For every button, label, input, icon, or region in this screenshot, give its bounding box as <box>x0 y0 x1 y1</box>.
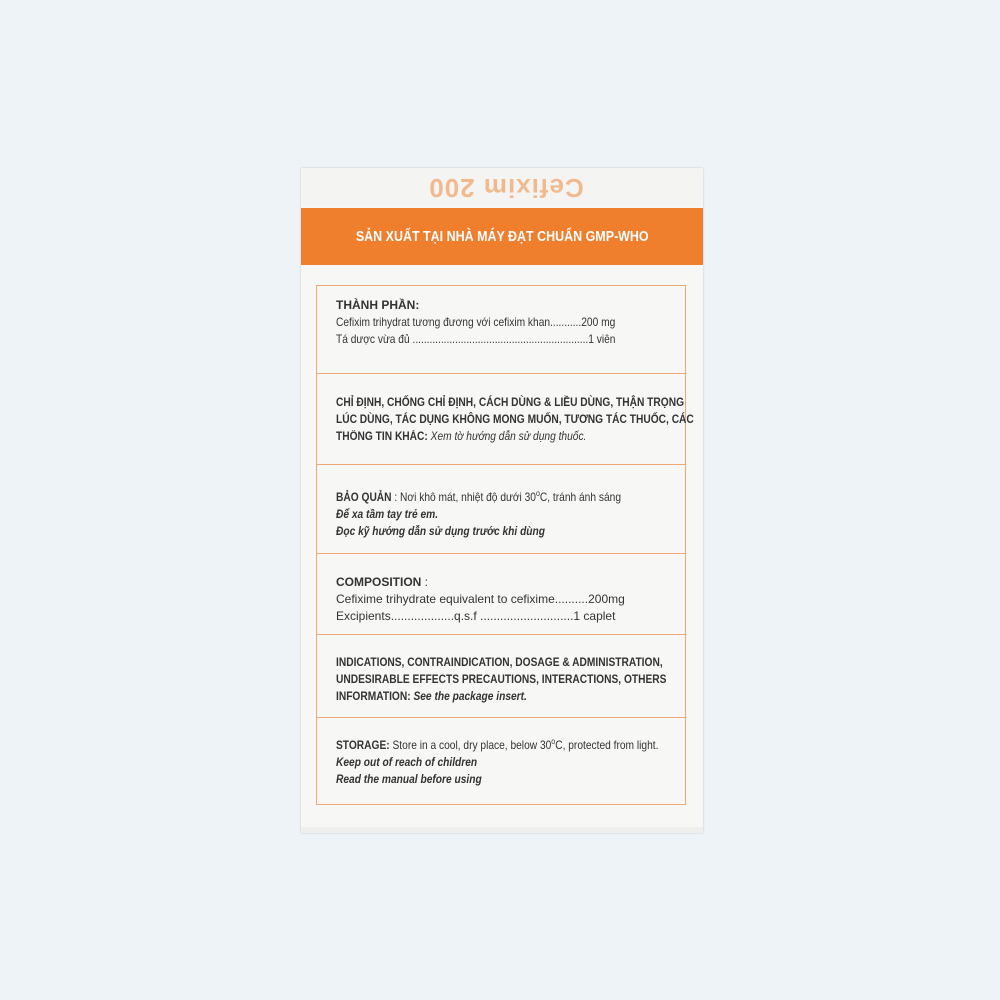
en-composition-line: Excipients...................q.s.f ............................1 caplet <box>336 609 616 623</box>
vn-other-info-label: THÔNG TIN KHÁC: <box>336 430 428 443</box>
degree-mark: o <box>551 737 556 746</box>
en-storage-section <box>336 733 676 788</box>
vn-indications-section <box>336 394 694 445</box>
divider <box>317 373 685 374</box>
box-top-flap <box>301 168 703 206</box>
divider <box>317 553 685 554</box>
en-composition-colon: : <box>421 575 429 589</box>
divider <box>317 717 685 718</box>
info-frame <box>316 285 694 805</box>
en-storage-warning: Keep out of reach of children <box>336 755 478 769</box>
en-indications-line: INDICATIONS, CONTRAINDICATION, DOSAGE & ADMINISTRATION, <box>336 656 663 669</box>
vn-composition-line: Cefixim trihydrat tương đương với cefixim khan...........200 mg <box>336 316 616 329</box>
en-storage-warning: Read the manual before using <box>336 772 482 786</box>
vn-other-info-text: Xem tờ hướng dẫn sử dụng thuốc. <box>427 430 587 443</box>
degree-mark: o <box>535 489 540 498</box>
en-storage-label: STORAGE: <box>336 738 390 752</box>
en-info-label: INFORMATION: <box>336 690 411 703</box>
vn-indications-line <box>336 428 635 445</box>
en-indications-line: UNDESIRABLE EFFECTS PRECAUTIONS, INTERACTIONS, OTHERS <box>336 673 667 686</box>
vn-storage-line <box>336 485 635 506</box>
en-composition-section <box>336 573 676 625</box>
en-composition-title: COMPOSITION <box>336 575 422 589</box>
vn-storage-text: C, tránh ánh sáng <box>539 490 621 504</box>
gmp-banner <box>301 208 703 265</box>
vn-storage-section <box>336 485 676 540</box>
vn-storage-text: : Nơi khô mát, nhiệt độ dưới 30 <box>391 490 536 504</box>
en-composition-line: Cefixime trihydrate equivalent to cefixime..........200mg <box>336 592 625 606</box>
vn-storage-warning: Đọc kỹ hướng dẫn sử dụng trước khi dùng <box>336 524 545 538</box>
vn-storage-label: BẢO QUẢN <box>336 490 392 504</box>
en-composition-heading <box>336 573 676 591</box>
en-storage-text: Store in a cool, dry place, below 30 <box>389 738 552 752</box>
flipped-product-name: Cefixim 200 <box>428 173 584 203</box>
medicine-box-back <box>301 168 703 833</box>
gmp-banner-text: SẢN XUẤT TẠI NHÀ MÁY ĐẠT CHUẨN GMP-WHO <box>355 228 649 245</box>
vn-indications-line: LÚC DÙNG, TÁC DỤNG KHÔNG MONG MUỐN, TƯƠNG TÁC THUỐC, CÁC <box>336 413 694 426</box>
en-storage-text: C, protected from light. <box>555 738 659 752</box>
en-indications-section <box>336 654 676 705</box>
en-storage-line <box>336 733 659 754</box>
en-info-text: See the package insert. <box>410 690 527 703</box>
vn-composition-section <box>336 296 676 348</box>
vn-composition-heading: THÀNH PHẦN: <box>336 298 420 312</box>
en-indications-line <box>336 688 635 705</box>
vn-storage-warning: Để xa tầm tay trẻ em. <box>336 507 439 521</box>
divider <box>317 464 685 465</box>
vn-composition-line: Tá dược vừa đủ ..............................................................1 viên <box>336 333 616 346</box>
box-bottom-edge <box>301 827 703 833</box>
divider <box>317 634 685 635</box>
vn-indications-line: CHỈ ĐỊNH, CHỐNG CHỈ ĐỊNH, CÁCH DÙNG & LIỀU DÙNG, THẬN TRỌNG <box>336 396 685 409</box>
